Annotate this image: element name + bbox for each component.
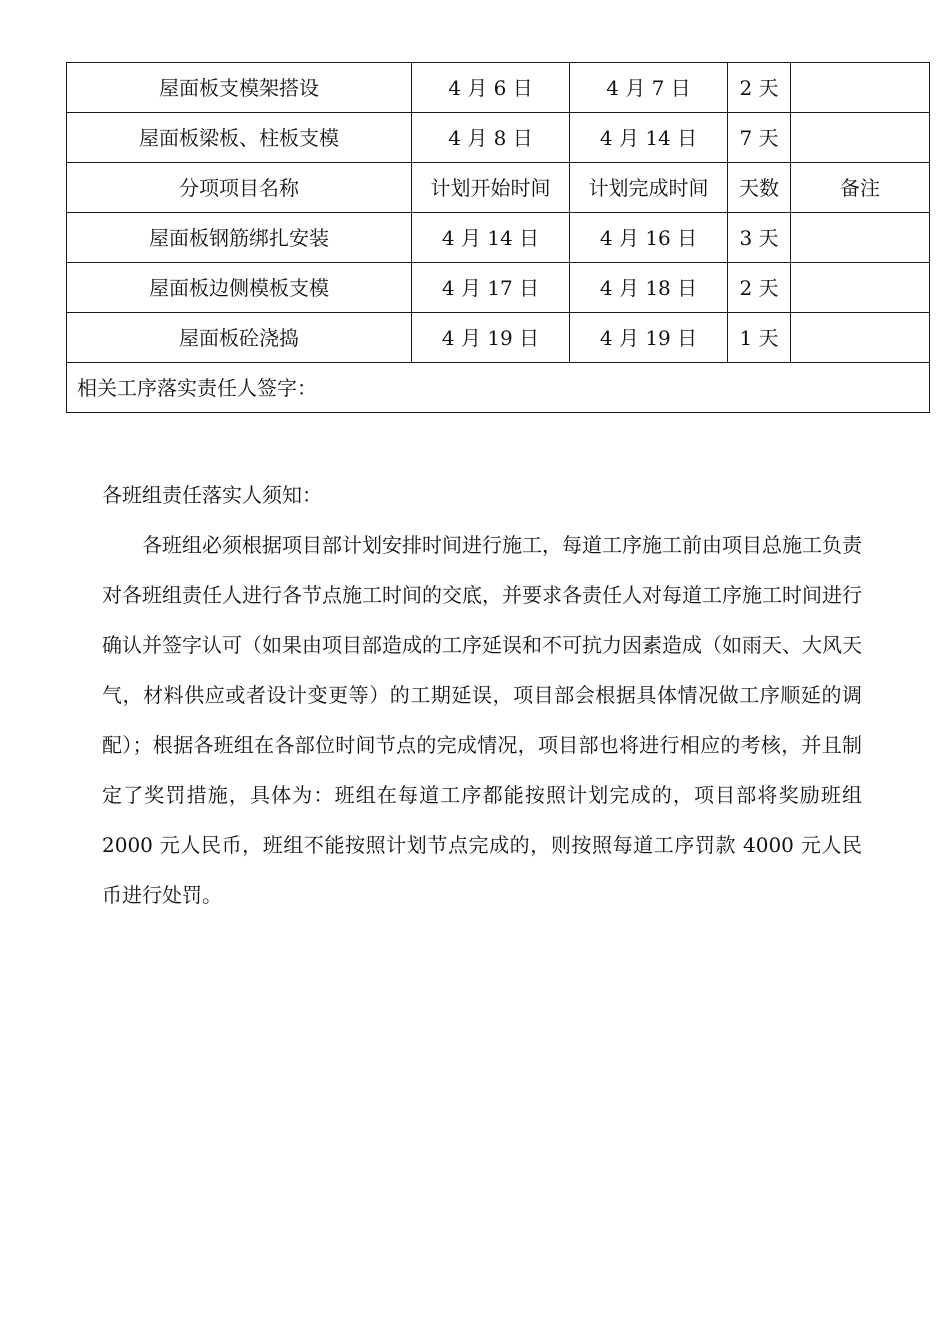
remark-cell — [791, 263, 930, 313]
table-row — [67, 263, 930, 313]
task-name-cell: 屋面板梁板、柱板支模 — [67, 113, 412, 163]
table-row — [67, 313, 930, 363]
start-date-cell: 4 月 19 日 — [412, 313, 570, 363]
remark-cell — [791, 63, 930, 113]
task-name-cell: 屋面板钢筋绑扎安装 — [67, 213, 412, 263]
task-name-cell: 屋面板支模架搭设 — [67, 63, 412, 113]
end-date-cell: 4 月 7 日 — [570, 63, 728, 113]
remark-cell — [791, 113, 930, 163]
days-cell: 1 天 — [728, 313, 791, 363]
header-end-date: 计划完成时间 — [570, 163, 728, 213]
days-cell: 2 天 — [728, 63, 791, 113]
remark-cell — [791, 213, 930, 263]
notice-title: 各班组责任落实人须知： — [102, 483, 322, 507]
start-date-cell: 4 月 6 日 — [412, 63, 570, 113]
notice-body: 各班组必须根据项目部计划安排时间进行施工，每道工序施工前由项目总施工负责对各班组责任人进行各节点施工时间的交底，并要求各责任人对每道工序施工时间进行确认并签字认可（如果由项目部造成的工序延误和不可抗力因素造成（如雨天、大风天气，材料供应或者设计变更等）的工期延误，项目部会根据具体情况做工序顺延的调配）；根据各班组在各部位时间节点的完成情况，项目部也将进行相应的考核，并且制定了奖罚措施，具体为：班组在每道工序都能按照计划完成的，项目部将奖励班组 2000 元人民币，班组不能按照计划节点完成的，则按照每道工序罚款 4000 元人民币进行处罚。 — [102, 533, 862, 907]
remark-cell — [791, 313, 930, 363]
notice-section — [102, 470, 862, 920]
signature-row — [67, 363, 930, 413]
table-header-row — [67, 163, 930, 213]
end-date-cell: 4 月 14 日 — [570, 113, 728, 163]
days-cell: 2 天 — [728, 263, 791, 313]
days-cell: 3 天 — [728, 213, 791, 263]
header-task-name: 分项项目名称 — [67, 163, 412, 213]
end-date-cell: 4 月 18 日 — [570, 263, 728, 313]
header-start-date: 计划开始时间 — [412, 163, 570, 213]
start-date-cell: 4 月 8 日 — [412, 113, 570, 163]
header-remark: 备注 — [791, 163, 930, 213]
table-row — [67, 213, 930, 263]
table-row — [67, 63, 930, 113]
task-name-cell: 屋面板砼浇捣 — [67, 313, 412, 363]
table-row — [67, 113, 930, 163]
signature-label: 相关工序落实责任人签字： — [67, 363, 930, 413]
header-days: 天数 — [728, 163, 791, 213]
end-date-cell: 4 月 16 日 — [570, 213, 728, 263]
start-date-cell: 4 月 17 日 — [412, 263, 570, 313]
schedule-table — [66, 62, 930, 413]
start-date-cell: 4 月 14 日 — [412, 213, 570, 263]
end-date-cell: 4 月 19 日 — [570, 313, 728, 363]
task-name-cell: 屋面板边侧模板支模 — [67, 263, 412, 313]
days-cell: 7 天 — [728, 113, 791, 163]
